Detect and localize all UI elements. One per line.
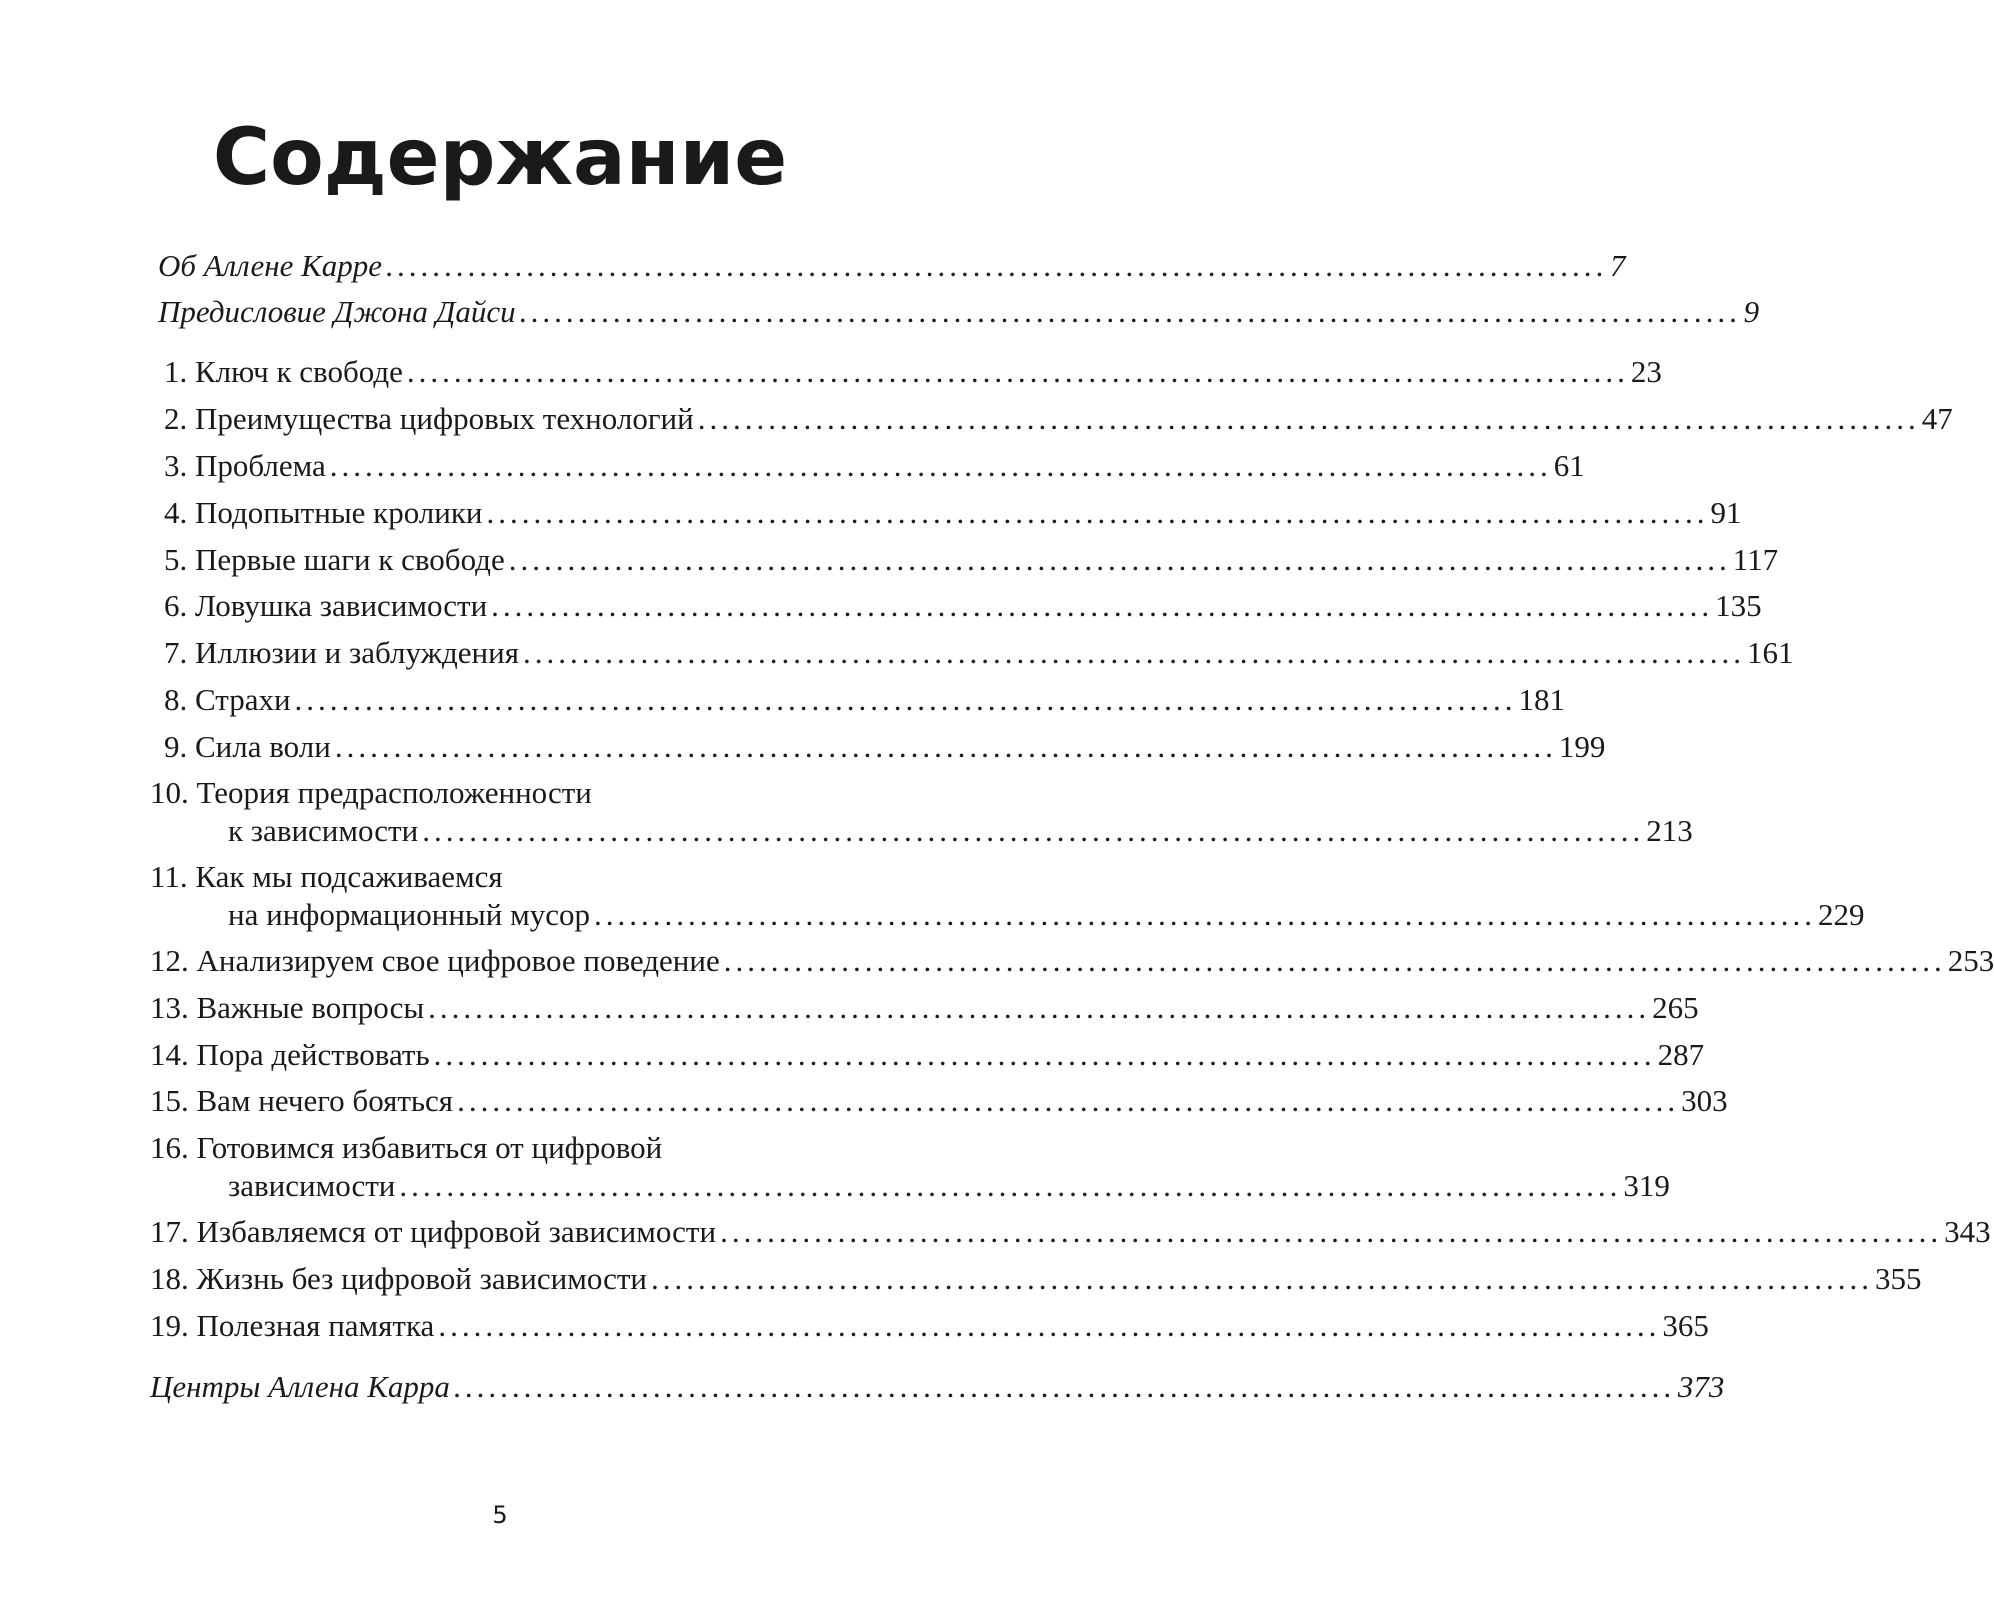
toc-entry-label: 19. Полезная памятка <box>150 1308 435 1343</box>
toc-entry-label: 15. Вам нечего бояться <box>150 1083 454 1118</box>
toc-entry-label: к зависимости <box>228 813 419 848</box>
toc-entry-chapter-17[interactable] <box>150 1212 1991 1252</box>
leader-dots: ........................................................................................................ <box>519 294 1742 329</box>
leader-dots: ........................................................................................................ <box>457 1083 1680 1118</box>
toc-entry-page: 343 <box>1944 1214 1991 1249</box>
toc-entry-label: зависимости <box>228 1168 396 1203</box>
leader-dots: ........................................................................................................ <box>433 1037 1656 1072</box>
toc-entry-chapter-13[interactable] <box>150 988 1699 1028</box>
toc-entry-page: 91 <box>1710 495 1742 530</box>
leader-dots: ........................................................................................................ <box>453 1369 1676 1404</box>
leader-dots: ........................................................................................................ <box>522 635 1745 670</box>
toc-entry-page: 355 <box>1874 1261 1922 1296</box>
page-number: 5 <box>492 1501 508 1529</box>
toc-entry-chapter-18[interactable] <box>150 1259 1922 1299</box>
leader-dots: ........................................................................................................ <box>422 813 1645 848</box>
toc-entry-chapter-19[interactable] <box>150 1306 1709 1346</box>
page-title: Содержание <box>212 113 788 203</box>
leader-dots: ........................................................................................................ <box>329 448 1552 483</box>
toc-entry-page: 365 <box>1662 1308 1709 1343</box>
toc-entry-page: 213 <box>1646 813 1693 848</box>
toc-entry-page: 229 <box>1817 897 1865 932</box>
leader-dots: ........................................................................................................ <box>508 542 1731 577</box>
leader-dots: ........................................................................................................ <box>294 682 1517 717</box>
toc-entry-page: 199 <box>1558 729 1606 764</box>
toc-entry-page: 9 <box>1743 294 1760 329</box>
toc-entry-page: 61 <box>1553 448 1585 483</box>
leader-dots: ........................................................................................................ <box>593 897 1816 932</box>
leader-dots: ........................................................................................................ <box>438 1308 1661 1343</box>
leader-dots: ........................................................................................................ <box>697 401 1920 436</box>
toc-entry-label: 7. Иллюзии и заблуждения <box>164 635 519 670</box>
toc-entry-label: 13. Важные вопросы <box>150 990 425 1025</box>
toc-entry-chapter-6[interactable] <box>164 586 1762 626</box>
toc-entry-chapter-7[interactable] <box>164 633 1794 673</box>
leader-dots: ........................................................................................................ <box>491 588 1714 623</box>
toc-entry-page: 303 <box>1681 1083 1728 1118</box>
toc-entry-page: 373 <box>1677 1369 1725 1404</box>
leader-dots: ........................................................................................................ <box>650 1261 1873 1296</box>
toc-entry-chapter-1[interactable] <box>164 352 1662 392</box>
toc-entry-chapter-2[interactable] <box>164 399 1953 439</box>
toc-entry-page: 265 <box>1652 990 1699 1025</box>
toc-entry-label: Об Аллене Карре <box>158 248 382 283</box>
toc-entry-about-author[interactable] <box>158 246 1626 286</box>
toc-entry-page: 117 <box>1732 542 1779 577</box>
toc-entry-page: 319 <box>1623 1168 1670 1203</box>
toc-entry-label: 14. Пора действовать <box>150 1037 430 1072</box>
toc-entry-centers[interactable] <box>150 1367 1725 1407</box>
toc-entry-chapter-14[interactable] <box>150 1035 1705 1075</box>
leader-dots: ........................................................................................................ <box>723 943 1946 978</box>
toc-entry-foreword[interactable] <box>158 292 1760 332</box>
toc-entry-chapter-8[interactable] <box>164 680 1566 720</box>
leader-dots: ........................................................................................................ <box>406 354 1629 389</box>
toc-entry-page: 161 <box>1746 635 1794 670</box>
toc-entry-chapter-16[interactable] <box>228 1166 1670 1206</box>
toc-entry-chapter-9[interactable] <box>164 727 1606 767</box>
toc-entry-chapter-10-title[interactable]: 10. Теория предрасположенности <box>150 775 592 810</box>
toc-entry-page: 7 <box>1609 248 1626 283</box>
toc-entry-chapter-11-title[interactable]: 11. Как мы подсаживаемся <box>150 859 503 894</box>
toc-entry-label: на информационный мусор <box>228 897 590 932</box>
toc-entry-chapter-3[interactable] <box>164 446 1585 486</box>
toc-entry-label: 5. Первые шаги к свободе <box>164 542 505 577</box>
toc-entry-label: Центры Аллена Карра <box>150 1369 450 1404</box>
toc-entry-label: 3. Проблема <box>164 448 326 483</box>
toc-entry-label: 6. Ловушка зависимости <box>164 588 488 623</box>
toc-entry-page: 135 <box>1715 588 1762 623</box>
toc-entry-label: 9. Сила воли <box>164 729 331 764</box>
toc-entry-label: 2. Преимущества цифровых технологий <box>164 401 694 436</box>
toc-entry-label: Предисловие Джона Дайси <box>158 294 516 329</box>
toc-entry-label: 1. Ключ к свободе <box>164 354 403 389</box>
leader-dots: ........................................................................................................ <box>399 1168 1622 1203</box>
toc-entry-page: 287 <box>1657 1037 1705 1072</box>
toc-entry-chapter-4[interactable] <box>164 493 1742 533</box>
leader-dots: ........................................................................................................ <box>428 990 1651 1025</box>
toc-entry-label: 17. Избавляемся от цифровой зависимости <box>150 1214 717 1249</box>
toc-entry-chapter-5[interactable] <box>164 540 1779 580</box>
toc-entry-label: 12. Анализируем свое цифровое поведение <box>150 943 720 978</box>
toc-entry-page: 47 <box>1921 401 1953 436</box>
leader-dots: ........................................................................................................ <box>720 1214 1943 1249</box>
toc-entry-page: 23 <box>1630 354 1662 389</box>
toc-entry-chapter-11[interactable] <box>228 895 1865 935</box>
toc-entry-chapter-16-title[interactable]: 16. Готовимся избавиться от цифровой <box>150 1130 663 1165</box>
toc-entry-chapter-15[interactable] <box>150 1081 1728 1121</box>
toc-entry-page: 253 <box>1947 943 1994 978</box>
toc-entry-label: 8. Страхи <box>164 682 291 717</box>
leader-dots: ........................................................................................................ <box>385 248 1608 283</box>
leader-dots: ........................................................................................................ <box>334 729 1557 764</box>
leader-dots: ........................................................................................................ <box>486 495 1709 530</box>
toc-entry-label: 18. Жизнь без цифровой зависимости <box>150 1261 647 1296</box>
toc-entry-page: 181 <box>1518 682 1566 717</box>
toc-entry-chapter-12[interactable] <box>150 941 1994 981</box>
toc-entry-label: 4. Подопытные кролики <box>164 495 483 530</box>
toc-entry-chapter-10[interactable] <box>228 811 1693 851</box>
